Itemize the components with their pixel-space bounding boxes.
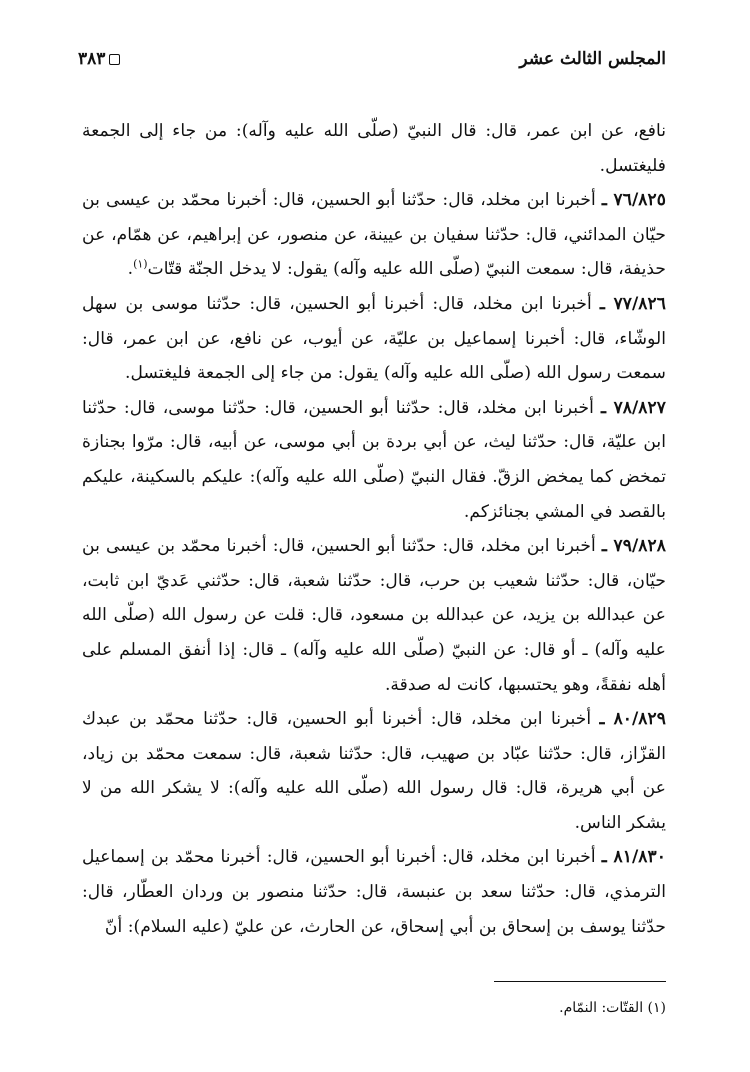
paragraph-text: أخبرنا ابن مخلد، قال: حدّثنا أبو الحسين، قال: أخبرنا محمّد بن عيسى بن حيّان المدائني، قال: حدّثنا سفيان بن عيينة، عن منصور، عن إبراهيم، عن همّام، عن حذيفة، قال: سمعت النبيّ (صلّى الله عليه وآله) يقول: لا يدخل الجنّة قتّات: [82, 190, 666, 280]
paragraph-text: أخبرنا ابن مخلد، قال: أخبرنا أبو الحسين، قال: حدّثنا محمّد بن عبدك القزّاز، قال: حدّثنا عبّاد بن صهيب، قال: حدّثنا شعبة، قال: سمعت محمّد بن زياد، عن أبي هريرة، قال: قال رسول الله (صلّى الله عليه وآله): لا يشكر الله من لا يشكر الناس.: [82, 709, 666, 833]
paragraph: [82, 391, 666, 529]
paragraph: [82, 702, 666, 840]
page-number: [78, 49, 120, 69]
paragraph-text: أخبرنا ابن مخلد، قال: أخبرنا أبو الحسين، قال: أخبرنا محمّد بن إسماعيل الترمذي، قال: حدّثنا سعد بن عنبسة، قال: حدّثنا منصور بن وردان العطّار، قال: حدّثنا يوسف بن إسحاق بن أبي إسحاق، عن الحارث، عن عليّ (عليه السلام): أنّ: [82, 847, 666, 937]
hadith-number: ٧٦/٨٢٥ ـ: [601, 190, 666, 211]
hadith-number: ٧٨/٨٢٧ ـ: [600, 397, 666, 418]
paragraph: ٧٦/٨٢٥ ـ أخبرنا ابن مخلد، قال: حدّثنا أبو الحسين، قال: أخبرنا محمّد بن عيسى بن حيّان المدائني، قال: حدّثنا سفيان بن عيينة، عن منصور، عن إبراهيم، عن همّام، عن حذيفة، قال: سمعت النبيّ (صلّى الله عليه وآله) يقول: لا يدخل الجنّة قتّات$^{(١)}$.: [82, 190, 666, 280]
paragraph-text: أخبرنا ابن مخلد، قال: حدّثنا أبو الحسين، قال: حدّثنا موسى، قال: حدّثنا ابن عليّة، قال: حدّثنا ليث، عن أبي بردة بن أبي موسى، عن أبيه، قال: مرّوا بجنازة تمخض كما يمخض الزقّ. فقال النبيّ (صلّى الله عليه وآله): عليكم بالسكينة، عليكم بالقصد في المشي بجنائزكم.: [82, 397, 666, 522]
page-header: [78, 44, 666, 74]
paragraph: [82, 287, 666, 391]
page-number-value: ٣٨٣: [78, 49, 106, 69]
footnote-divider: [494, 981, 666, 982]
footnote: [82, 997, 666, 1019]
hadith-number: ٧٧/٨٢٦ ـ: [599, 293, 666, 314]
paragraph: [82, 529, 666, 702]
hadith-number: ٧٩/٨٢٨ ـ: [601, 536, 666, 557]
body-text: [82, 114, 666, 944]
paragraph-text: أخبرنا ابن مخلد، قال: أخبرنا أبو الحسين، قال: حدّثنا موسى بن سهل الوشّاء، قال: أخبرنا إسماعيل بن عليّة، عن أيوب، عن نافع، عن ابن عمر، قال: سمعت رسول الله (صلّى الله عليه وآله) يقول: من جاء إلى الجمعة فليغتسل.: [82, 293, 666, 384]
hadith-number: ٨٠/٨٢٩ ـ: [599, 709, 666, 730]
paragraph: [82, 840, 666, 944]
paragraph-text: نافع، عن ابن عمر، قال: قال النبيّ (صلّى الله عليه وآله): من جاء إلى الجمعة فليغتسل.: [82, 121, 666, 176]
paragraph-text: أخبرنا ابن مخلد، قال: حدّثنا أبو الحسين، قال: أخبرنا محمّد بن عيسى بن حيّان، قال: حدّثنا شعيب بن حرب، قال: حدّثنا شعبة، قال: حدّثني عَديّ ابن ثابت، عن عبدالله بن يزيد، عن عبدالله بن مسعود، قال: قلت عن رسول الله (صلّى الله عليه وآله) ـ أو قال: عن النبيّ (صلّى الله عليه وآله) ـ قال: إذا أنفق المسلم على أهله نفقةً، وهو يحتسبها، كانت له صدقة.: [82, 536, 666, 695]
hadith-number: ٨١/٨٣٠ ـ: [601, 847, 666, 868]
footnote-marker: (١): [133, 257, 148, 271]
footnote-text: (١) القتّات: النمّام.: [559, 1000, 666, 1016]
chapter-title: المجلس الثالث عشر: [519, 49, 666, 69]
paragraph: [82, 114, 666, 183]
square-icon: [109, 54, 120, 65]
